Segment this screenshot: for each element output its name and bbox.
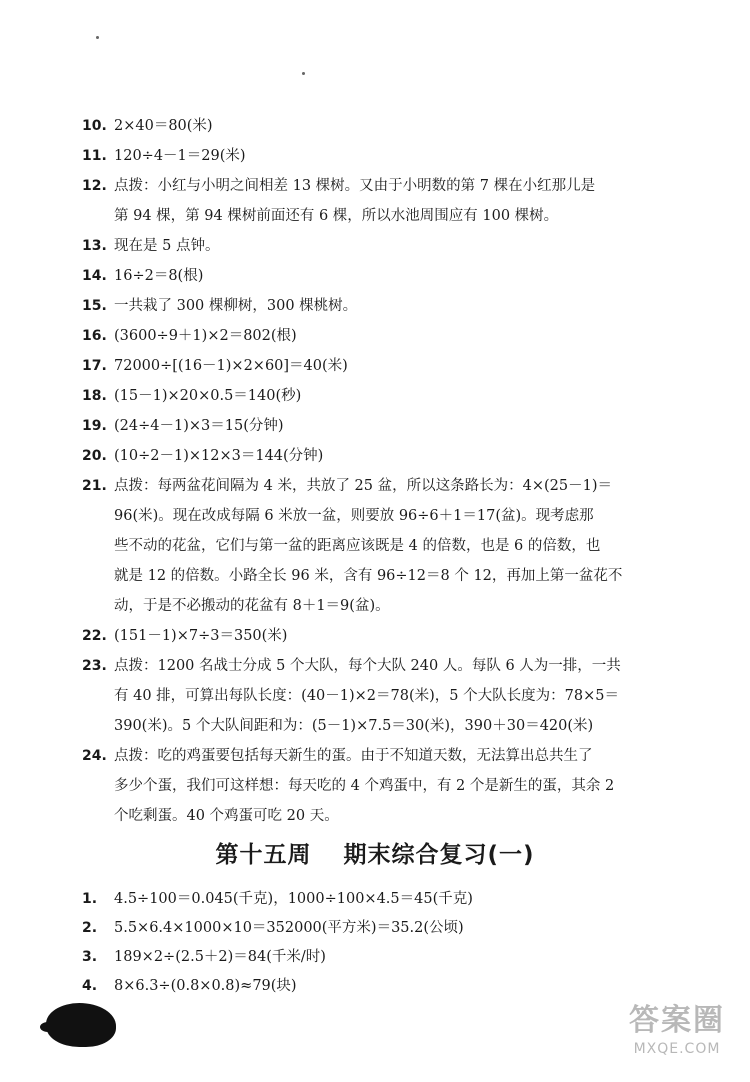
answer-line [82,321,672,351]
answer-item [82,141,672,171]
answer-text: 动，于是不必搬动的花盆有 8＋1＝9(盆)。 [114,598,390,614]
answer-line [82,801,672,831]
answer-line [82,261,672,291]
answer-item [82,261,672,291]
answer-number: 24. [82,748,107,764]
answer-item [82,351,672,381]
answer-number: 14. [82,268,107,284]
answer-text: 8×6.3÷(0.8×0.8)≈79(块) [114,978,297,994]
answer-text: 5.5×6.4×1000×10＝352000(平方米)＝35.2(公顷) [114,920,464,936]
answer-line [82,884,672,914]
answer-text: 2×40＝80(米) [114,118,213,134]
answer-text: 点拨：吃的鸡蛋要包括每天新生的蛋。由于不知道天数，无法算出总共生了 [114,748,593,764]
answer-item [82,471,672,621]
answer-line [82,351,672,381]
answer-item [82,381,672,411]
answer-item [82,741,672,831]
answer-item [82,913,672,943]
answer-text: 个吃剩蛋。40 个鸡蛋可吃 20 天。 [114,808,339,824]
answer-line [82,141,672,171]
answer-item [82,651,672,741]
answer-text: (10÷2－1)×12×3＝144(分钟) [114,448,324,464]
answer-text: 多少个蛋，我们可这样想：每天吃的 4 个鸡蛋中，有 2 个是新生的蛋，其余 2 [114,778,615,794]
answer-text: 4.5÷100＝0.045(千克)，1000÷100×4.5＝45(千克) [114,891,473,907]
answer-text: (15－1)×20×0.5＝140(秒) [114,388,302,404]
answer-line [82,171,672,201]
answer-number: 19. [82,418,107,434]
answer-item [82,411,672,441]
scan-speck [302,72,305,75]
answer-line [82,561,672,591]
answer-number: 21. [82,478,107,494]
answer-text: 点拨：小红与小明之间相差 13 棵树。又由于小明数的第 7 棵在小红那儿是 [114,178,596,194]
answer-line [82,381,672,411]
answer-number: 15. [82,298,107,314]
answer-number: 12. [82,178,107,194]
answer-line [82,711,672,741]
answer-line [82,411,672,441]
answer-text: 72000÷[(16－1)×2×60]＝40(米) [114,358,348,374]
answer-line [82,531,672,561]
section-heading [0,836,750,869]
answer-line [82,771,672,801]
answer-line [82,201,672,231]
watermark [612,1004,742,1074]
answer-text: (3600÷9＋1)×2＝802(根) [114,328,297,344]
answer-text: 390(米)。5 个大队间距和为：(5－1)×7.5＝30(米)，390＋30＝420(米) [114,718,594,734]
section-title: 期末综合复习(一) [343,842,535,868]
answer-line [82,111,672,141]
answer-item [82,942,672,972]
answer-text: 点拨：1200 名战士分成 5 个大队，每个大队 240 人。每队 6 人为一排，一共 [114,658,621,674]
answer-line [82,681,672,711]
answer-item [82,231,672,261]
answer-line [82,591,672,621]
answer-number: 11. [82,148,107,164]
answer-number: 16. [82,328,107,344]
answer-text: 有 40 排，可算出每队长度：(40－1)×2＝78(米)，5 个大队长度为：78×5＝ [114,688,619,704]
watermark-logo: 答案圈 [629,1003,725,1038]
answer-line [82,942,672,972]
answer-number: 22. [82,628,107,644]
answer-text: 就是 12 的倍数。小路全长 96 米，含有 96÷12＝8 个 12，再加上第一盆花不 [114,568,623,584]
answer-number: 4. [82,978,98,994]
answer-line [82,291,672,321]
answer-text: 点拨：每两盆花间隔为 4 米，共放了 25 盆，所以这条路长为：4×(25－1)＝ [114,478,612,494]
answer-text: 16÷2＝8(根) [114,268,204,284]
scan-speck [96,36,99,39]
answer-text: 些不动的花盆，它们与第一盆的距离应该既是 4 的倍数，也是 6 的倍数，也 [114,538,601,554]
answer-line [82,971,672,1001]
answer-number: 18. [82,388,107,404]
answer-line [82,741,672,771]
answer-line [82,651,672,681]
answer-text: (24÷4－1)×3＝15(分钟) [114,418,284,434]
answer-text: 120÷4－1＝29(米) [114,148,246,164]
answer-number: 1. [82,891,98,907]
answer-text: (151－1)×7÷3＝350(米) [114,628,288,644]
answer-text: 96(米)。现在改成每隔 6 米放一盆，则要放 96÷6＋1＝17(盆)。现考虑那 [114,508,594,524]
answer-item [82,441,672,471]
answer-text: 一共栽了 300 棵柳树，300 棵桃树。 [114,298,358,314]
answer-line [82,441,672,471]
answer-item [82,971,672,1001]
section-week: 第十五周 [215,842,312,868]
answer-item [82,171,672,231]
answer-item [82,621,672,651]
answer-number: 10. [82,118,107,134]
answer-line [82,471,672,501]
answer-item [82,111,672,141]
answer-number: 13. [82,238,107,254]
answer-item [82,291,672,321]
answer-number: 23. [82,658,107,674]
answer-item [82,884,672,914]
answer-line [82,231,672,261]
answer-item [82,321,672,351]
answer-text: 189×2÷(2.5＋2)＝84(千米/时) [114,949,326,965]
answer-text: 现在是 5 点钟。 [114,238,220,254]
answer-number: 2. [82,920,98,936]
page-decoration-blob [46,1003,116,1047]
answer-number: 20. [82,448,107,464]
answer-number: 17. [82,358,107,374]
answer-text: 第 94 棵，第 94 棵树前面还有 6 棵，所以水池周围应有 100 棵树。 [114,208,559,224]
answer-line [82,621,672,651]
watermark-url: MXQE.COM [633,1041,721,1057]
answer-line [82,501,672,531]
answer-number: 3. [82,949,98,965]
answer-line [82,913,672,943]
